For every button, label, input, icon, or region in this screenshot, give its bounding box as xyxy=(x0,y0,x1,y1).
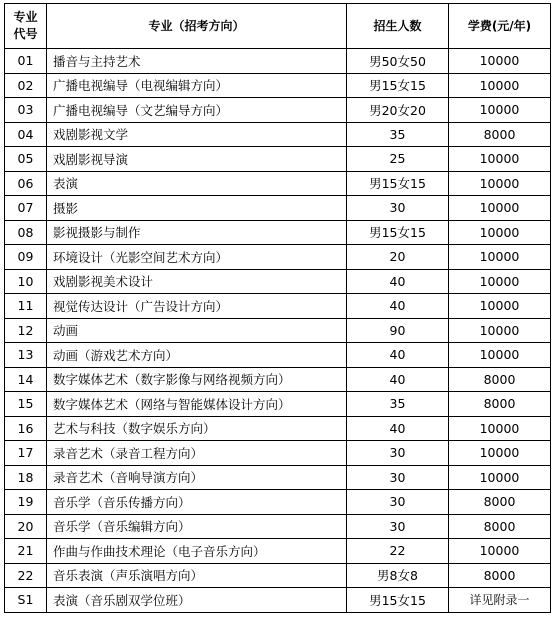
table-row xyxy=(5,269,551,294)
table-header xyxy=(5,4,551,49)
tuition-fee-cell: 10000 xyxy=(449,343,551,368)
tuition-fee-cell: 8000 xyxy=(449,514,551,539)
enrollment-quota-cell: 30 xyxy=(347,196,449,221)
enrollment-quota-cell: 男15女15 xyxy=(347,588,449,613)
tuition-fee-cell: 8000 xyxy=(449,367,551,392)
major-name-cell: 数字媒体艺术（网络与智能媒体设计方向） xyxy=(47,392,347,417)
tuition-fee-cell: 10000 xyxy=(449,294,551,319)
table-row xyxy=(5,122,551,147)
tuition-fee-cell: 10000 xyxy=(449,441,551,466)
major-name-cell: 艺术与科技（数字娱乐方向） xyxy=(47,416,347,441)
table-row xyxy=(5,514,551,539)
table-row xyxy=(5,147,551,172)
table-row xyxy=(5,392,551,417)
major-name-cell: 动画 xyxy=(47,318,347,343)
table-row xyxy=(5,294,551,319)
enrollment-quota-cell: 20 xyxy=(347,245,449,270)
table-row xyxy=(5,245,551,270)
table-row xyxy=(5,539,551,564)
major-code-cell: 03 xyxy=(5,98,47,123)
table-row xyxy=(5,588,551,613)
major-name-cell: 广播电视编导（电视编辑方向） xyxy=(47,73,347,98)
table-row xyxy=(5,343,551,368)
enrollment-quota-cell: 男20女20 xyxy=(347,98,449,123)
header-fee: 学费(元/年) xyxy=(449,4,551,49)
major-name-cell: 音乐学（音乐编辑方向） xyxy=(47,514,347,539)
table-row xyxy=(5,441,551,466)
tuition-fee-cell: 10000 xyxy=(449,269,551,294)
major-name-cell: 数字媒体艺术（数字影像与网络视频方向） xyxy=(47,367,347,392)
major-code-cell: 04 xyxy=(5,122,47,147)
enrollment-quota-cell: 40 xyxy=(347,343,449,368)
tuition-fee-cell: 10000 xyxy=(449,73,551,98)
table-row xyxy=(5,367,551,392)
major-code-cell: 17 xyxy=(5,441,47,466)
tuition-fee-cell: 10000 xyxy=(449,245,551,270)
enrollment-quota-cell: 35 xyxy=(347,122,449,147)
tuition-fee-cell: 10000 xyxy=(449,171,551,196)
tuition-fee-cell: 10000 xyxy=(449,318,551,343)
table-row xyxy=(5,465,551,490)
enrollment-quota-cell: 30 xyxy=(347,441,449,466)
enrollment-table-container xyxy=(4,3,551,613)
tuition-fee-cell: 8000 xyxy=(449,563,551,588)
major-code-cell: 09 xyxy=(5,245,47,270)
major-name-cell: 表演 xyxy=(47,171,347,196)
header-row xyxy=(5,4,551,49)
tuition-fee-cell: 8000 xyxy=(449,490,551,515)
major-code-cell: 20 xyxy=(5,514,47,539)
tuition-fee-cell: 10000 xyxy=(449,49,551,74)
tuition-fee-cell: 8000 xyxy=(449,122,551,147)
table-row xyxy=(5,220,551,245)
enrollment-quota-cell: 30 xyxy=(347,490,449,515)
major-code-cell: 07 xyxy=(5,196,47,221)
enrollment-quota-cell: 男15女15 xyxy=(347,220,449,245)
major-code-cell: 02 xyxy=(5,73,47,98)
major-code-cell: 01 xyxy=(5,49,47,74)
table-row xyxy=(5,73,551,98)
enrollment-quota-cell: 22 xyxy=(347,539,449,564)
major-code-cell: S1 xyxy=(5,588,47,613)
major-code-cell: 05 xyxy=(5,147,47,172)
enrollment-quota-cell: 男8女8 xyxy=(347,563,449,588)
enrollment-quota-cell: 男15女15 xyxy=(347,73,449,98)
major-name-cell: 作曲与作曲技术理论（电子音乐方向） xyxy=(47,539,347,564)
major-code-cell: 12 xyxy=(5,318,47,343)
table-row xyxy=(5,490,551,515)
enrollment-quota-cell: 40 xyxy=(347,367,449,392)
major-code-cell: 11 xyxy=(5,294,47,319)
enrollment-quota-cell: 男50女50 xyxy=(347,49,449,74)
enrollment-quota-cell: 90 xyxy=(347,318,449,343)
major-code-cell: 14 xyxy=(5,367,47,392)
major-name-cell: 广播电视编导（文艺编导方向） xyxy=(47,98,347,123)
major-code-cell: 18 xyxy=(5,465,47,490)
tuition-fee-cell: 10000 xyxy=(449,465,551,490)
major-name-cell: 表演（音乐剧双学位班） xyxy=(47,588,347,613)
major-name-cell: 戏剧影视导演 xyxy=(47,147,347,172)
major-code-cell: 21 xyxy=(5,539,47,564)
major-name-cell: 音乐表演（声乐演唱方向） xyxy=(47,563,347,588)
major-code-cell: 06 xyxy=(5,171,47,196)
major-name-cell: 环境设计（光影空间艺术方向） xyxy=(47,245,347,270)
major-name-cell: 摄影 xyxy=(47,196,347,221)
enrollment-quota-cell: 30 xyxy=(347,465,449,490)
tuition-fee-cell: 10000 xyxy=(449,539,551,564)
enrollment-quota-cell: 男15女15 xyxy=(347,171,449,196)
major-code-cell: 22 xyxy=(5,563,47,588)
major-name-cell: 视觉传达设计（广告设计方向） xyxy=(47,294,347,319)
major-code-cell: 10 xyxy=(5,269,47,294)
header-major-code-line1: 专业 xyxy=(13,10,38,24)
enrollment-quota-cell: 40 xyxy=(347,269,449,294)
major-name-cell: 影视摄影与制作 xyxy=(47,220,347,245)
table-row xyxy=(5,318,551,343)
table-row xyxy=(5,563,551,588)
major-code-cell: 15 xyxy=(5,392,47,417)
table-row xyxy=(5,98,551,123)
enrollment-quota-cell: 30 xyxy=(347,514,449,539)
tuition-fee-cell: 10000 xyxy=(449,220,551,245)
major-code-cell: 13 xyxy=(5,343,47,368)
header-major: 专业（招考方向） xyxy=(47,4,347,49)
enrollment-table xyxy=(4,3,551,613)
major-name-cell: 录音艺术（音响导演方向） xyxy=(47,465,347,490)
major-code-cell: 08 xyxy=(5,220,47,245)
major-name-cell: 音乐学（音乐传播方向） xyxy=(47,490,347,515)
tuition-fee-cell: 详见附录一 xyxy=(449,588,551,613)
table-row xyxy=(5,416,551,441)
table-row xyxy=(5,196,551,221)
enrollment-quota-cell: 25 xyxy=(347,147,449,172)
tuition-fee-cell: 8000 xyxy=(449,392,551,417)
tuition-fee-cell: 10000 xyxy=(449,147,551,172)
enrollment-quota-cell: 40 xyxy=(347,416,449,441)
tuition-fee-cell: 10000 xyxy=(449,416,551,441)
table-row xyxy=(5,49,551,74)
header-major-code-line2: 代号 xyxy=(13,27,38,41)
major-name-cell: 戏剧影视文学 xyxy=(47,122,347,147)
enrollment-quota-cell: 40 xyxy=(347,294,449,319)
tuition-fee-cell: 10000 xyxy=(449,98,551,123)
enrollment-quota-cell: 35 xyxy=(347,392,449,417)
major-code-cell: 16 xyxy=(5,416,47,441)
tuition-fee-cell: 10000 xyxy=(449,196,551,221)
table-row xyxy=(5,171,551,196)
header-major-code xyxy=(5,4,47,49)
major-name-cell: 播音与主持艺术 xyxy=(47,49,347,74)
major-code-cell: 19 xyxy=(5,490,47,515)
major-name-cell: 录音艺术（录音工程方向） xyxy=(47,441,347,466)
header-quota: 招生人数 xyxy=(347,4,449,49)
major-name-cell: 戏剧影视美术设计 xyxy=(47,269,347,294)
major-name-cell: 动画（游戏艺术方向） xyxy=(47,343,347,368)
table-body xyxy=(5,49,551,613)
